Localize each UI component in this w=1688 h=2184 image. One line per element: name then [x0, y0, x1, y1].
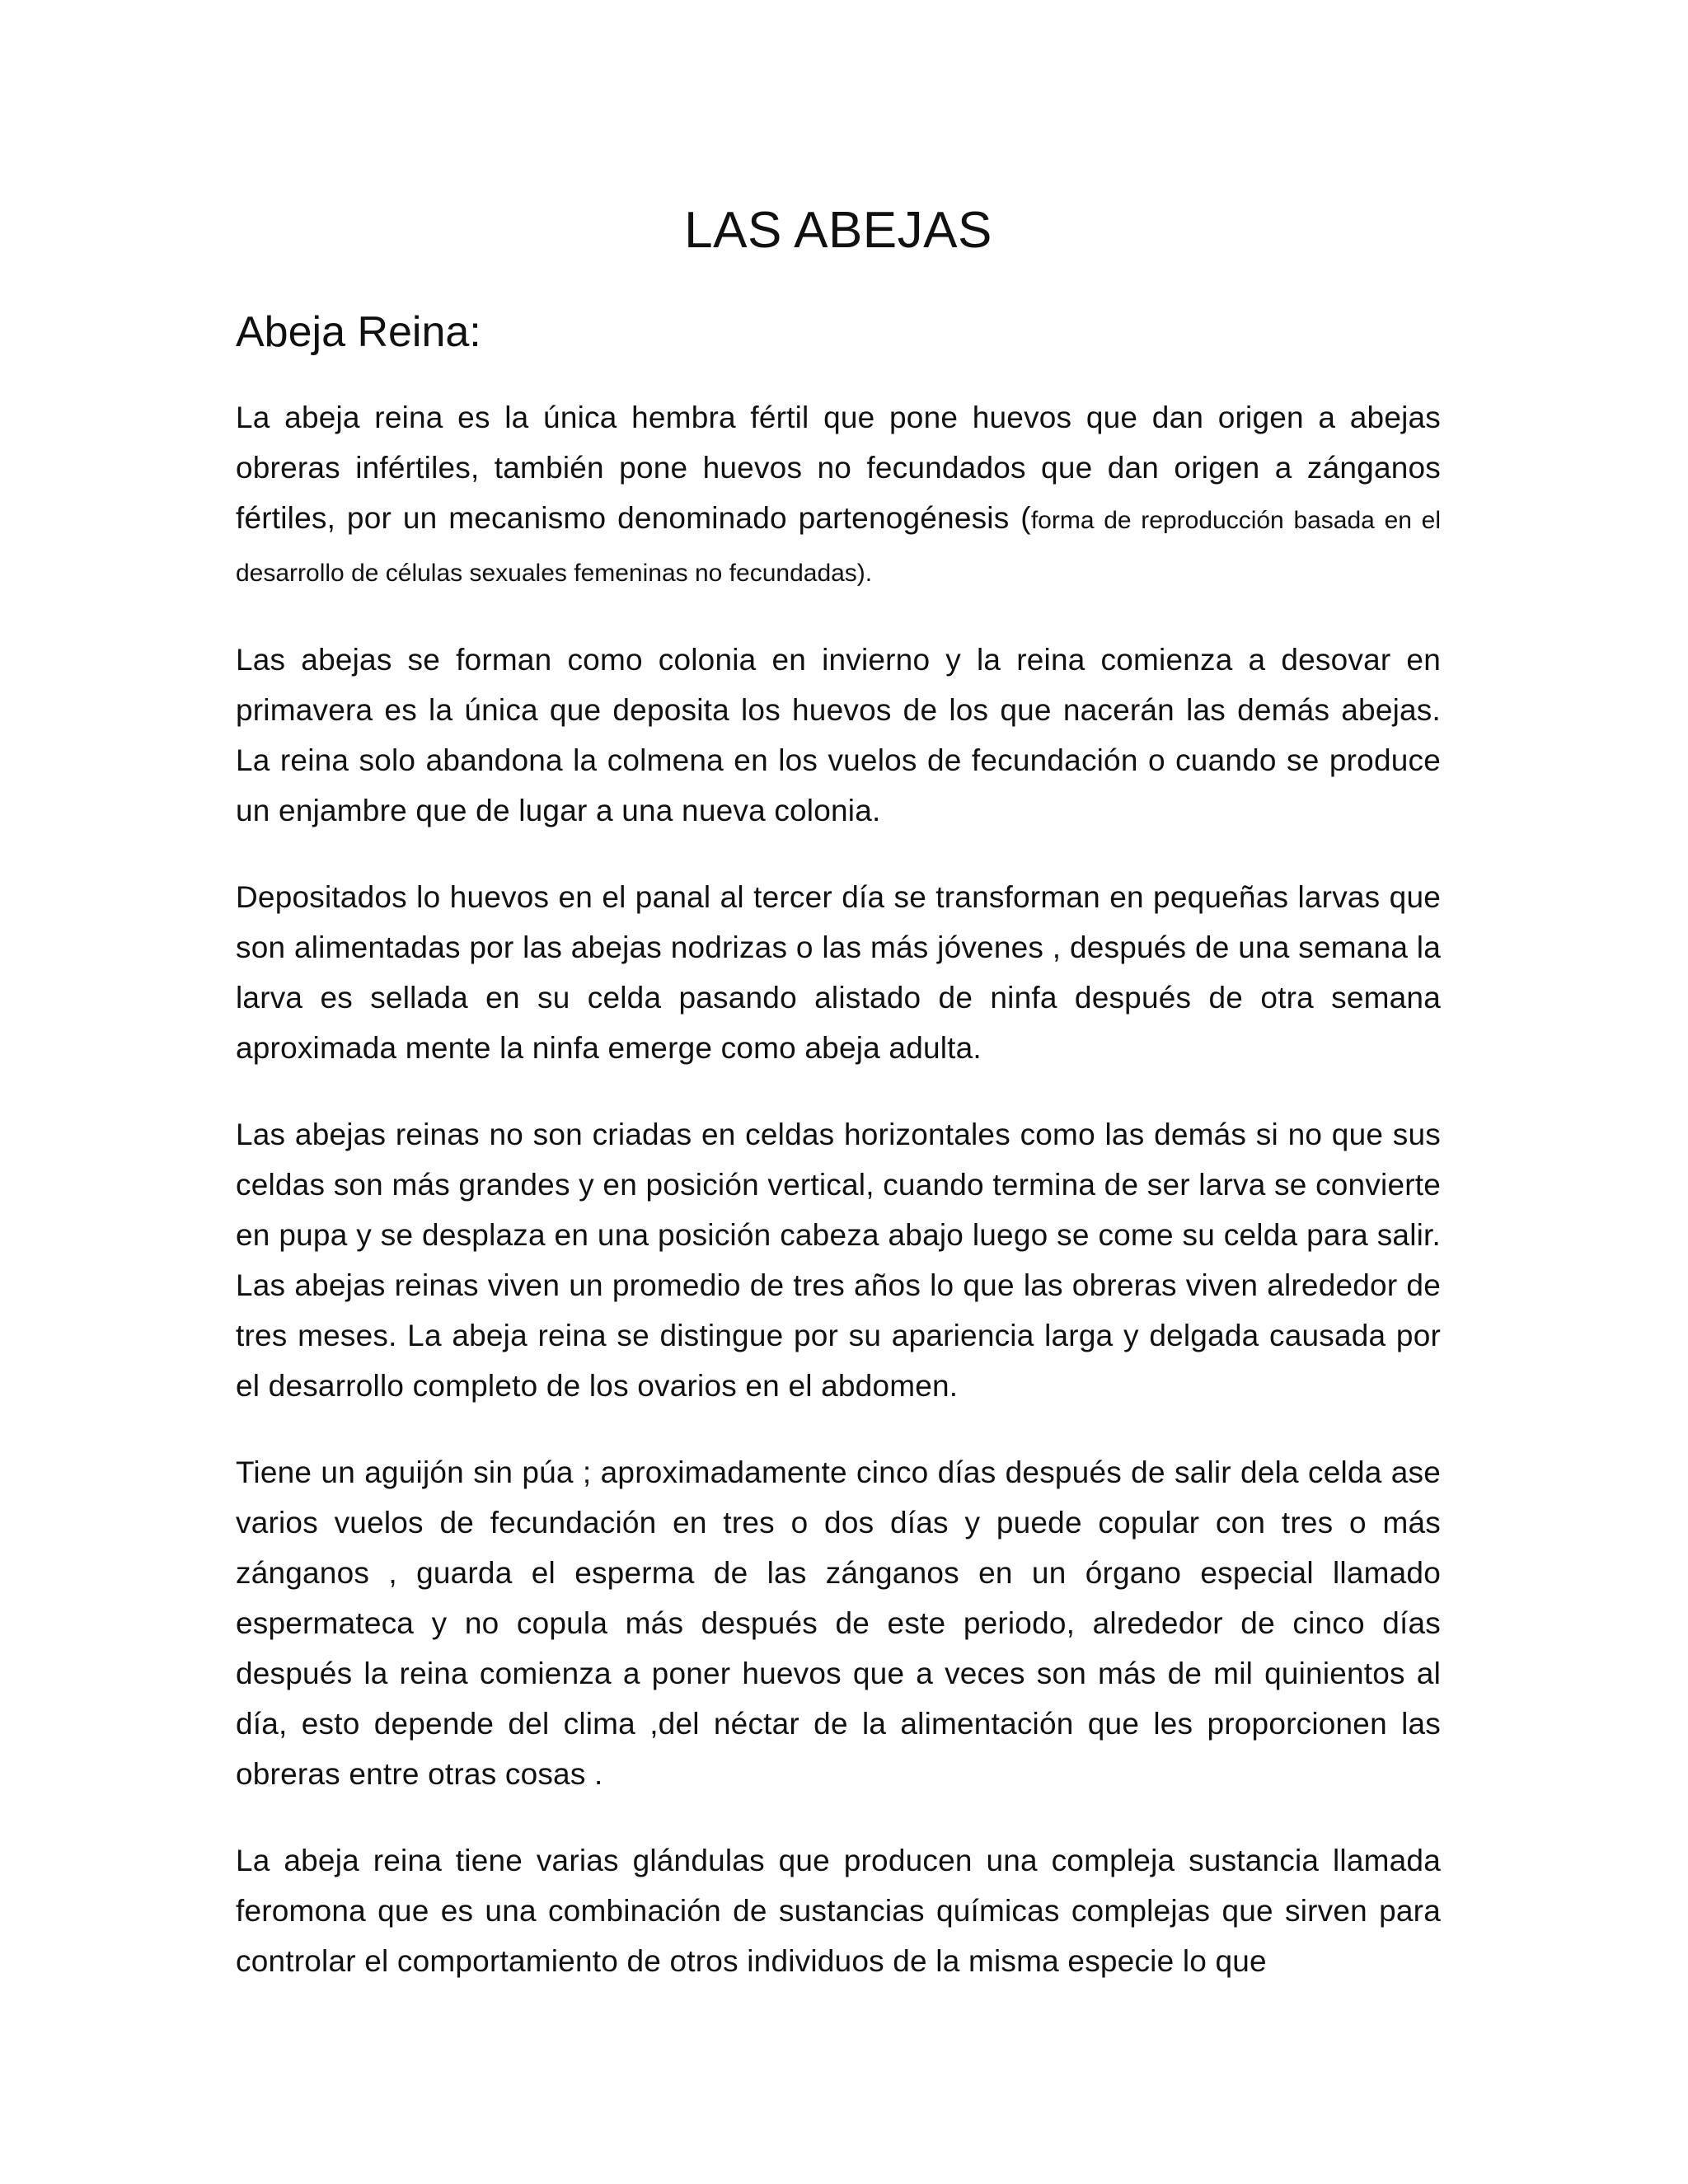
document-title: LAS ABEJAS	[684, 202, 992, 259]
paragraph-1-note: forma de reproducción basada en el desarrollo de células sexuales femeninas no fecundadas).	[236, 507, 1442, 587]
paragraph-1	[236, 392, 1441, 598]
paragraph-6: La abeja reina tiene varias glándulas que producen una compleja sustancia llamada feromona que es una combinación de sustancias químicas complejas que sirven para controlar el comportamiento de otros individuos de la misma especie lo que	[236, 1844, 1441, 1978]
paragraph-1-main: La abeja reina es la única hembra fértil que pone huevos que dan origen a abejas obreras infértiles, también pone huevos no fecundados que dan origen a zánganos fértiles, por un mecanismo denominado partenogénesis (	[236, 401, 1441, 535]
paragraph-2: Las abejas se forman como colonia en invierno y la reina comienza a desovar en primavera es la única que deposita los huevos de los que nacerán las demás abejas. La reina solo abandona la colmena en los vuelos de fecundación o cuando se produce un enjambre que de lugar a una nueva colonia.	[236, 643, 1441, 827]
paragraph-5: Tiene un aguijón sin púa ; aproximadamente cinco días después de salir dela celda ase varios vuelos de fecundación en tres o dos días y puede copular con tres o más zánganos , guarda el esperma de las zánganos en un órgano especial llamado espermateca y no copula más después de este periodo, alrededor de cinco días después la reina comienza a poner huevos que a veces son más de mil quinientos al día, esto depende del clima ,del néctar de la alimentación que les proporcionen las obreras entre otras cosas .	[236, 1455, 1441, 1791]
paragraph-3: Depositados lo huevos en el panal al tercer día se transforman en pequeñas larvas que son alimentadas por las abejas nodrizas o las más jóvenes , después de una semana la larva es sellada en su celda pasando alistado de ninfa después de otra semana aproximada mente la ninfa emerge como abeja adulta.	[236, 880, 1441, 1065]
section-heading: Abeja Reina:	[236, 308, 481, 356]
paragraph-4: Las abejas reinas no son criadas en celdas horizontales como las demás si no que sus celdas son más grandes y en posición vertical, cuando termina de ser larva se convierte en pupa y se desplaza en una posición cabeza abajo luego se come su celda para salir. Las abejas reinas viven un promedio de tres años lo que las obreras viven alrededor de tres meses. La abeja reina se distingue por su apariencia larga y delgada causada por el desarrollo completo de los ovarios en el abdomen.	[236, 1118, 1441, 1403]
